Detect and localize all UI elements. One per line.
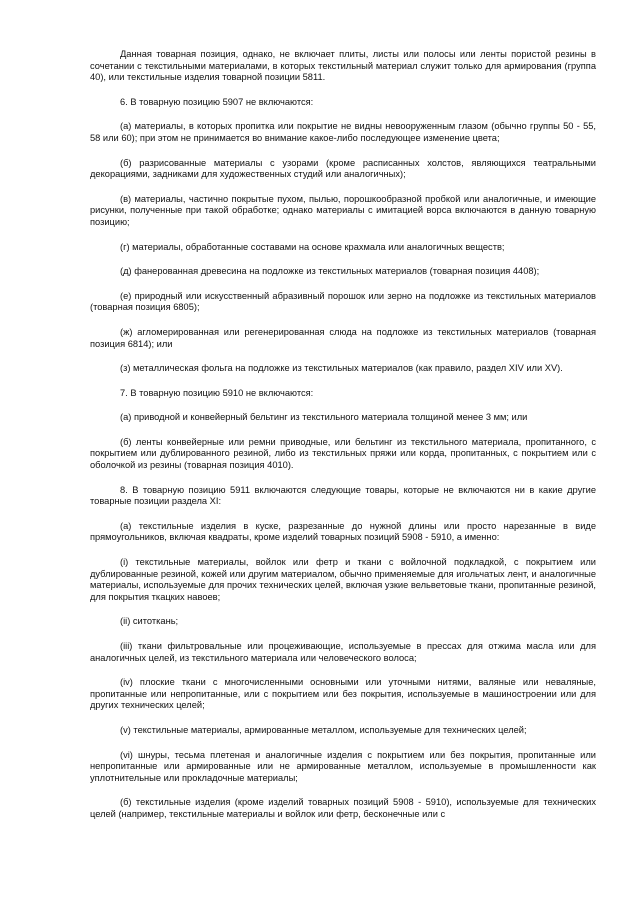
- note-6-item-c: (в) материалы, частично покрытые пухом, пылью, порошкообразной пробкой или аналогичные, и имеющие рисунки, полученные при такой обработке; однако материалы с имитацией ворса включаются в данную товарную позицию;: [90, 193, 596, 227]
- note-6-item-e: (д) фанерованная древесина на подложке из текстильных материалов (товарная позиция 4408);: [120, 266, 540, 277]
- note-7-item-b: (б) ленты конвейерные или ремни приводные, или бельтинг из текстильного материала, пропитанного, с покрытием или дублированного резиной, либо из текстильных пряжи или корда, пропитанных, с покрытием или с оболочкой из резины (товарная позиция 4010).: [90, 436, 596, 471]
- note-6-heading: 6. В товарную позицию 5907 не включаются:: [120, 96, 314, 107]
- note-8-subitem-vi: (vi) шнуры, тесьма плетеная и аналогичные изделия с покрытием или без покрытия, пропитанные или непропитанные или армированные или не армированные металлом, используемые в промышленности как уплотнительные или прокладочные материалы;: [90, 749, 596, 783]
- note-6-item-b: (б) разрисованные материалы с узорами (кроме расписанных холстов, являющихся театральными декорациями, задниками для художественных студий или аналогичных);: [90, 157, 596, 180]
- note-8-item-a: (а) текстильные изделия в куске, разрезанные до нужной длины или просто нарезанные в виде прямоугольников, включая квадраты, кроме изделий товарных позиций 5908 - 5910, а именно:: [90, 520, 596, 543]
- note-7-heading: 7. В товарную позицию 5910 не включаются:: [120, 387, 314, 398]
- note-8-subitem-i: (i) текстильные материалы, войлок или фетр и ткани с войлочной подкладкой, с покрытием или дублированные резиной, кожей или другим материалом, обычно применяемые для игольчатых лент, и аналогичные материалы, используемые для прочих технических целей, включая узкие вельветовые ткани, пропитанные резиной, для покрытия ткацких навоев;: [90, 557, 596, 602]
- note-6-item-f: (е) природный или искусственный абразивный порошок или зерно на подложке из текстильных материалов (товарная позиция 6805);: [90, 290, 596, 313]
- note-8-subitem-v: (v) текстильные материалы, армированные металлом, используемые для технических целей;: [120, 724, 527, 735]
- note-8-subitem-ii: (ii) ситоткань;: [120, 616, 179, 627]
- paragraph-intro: Данная товарная позиция, однако, не включает плиты, листы или полосы или ленты пористой резины в сочетании с текстильными материалами, в которых текстильный материал служит только для армирования (группа 40), или текстильные изделия товарной позиции 5811.: [90, 49, 596, 83]
- note-6-item-a: (а) материалы, в которых пропитка или покрытие не видны невооруженным глазом (обычно группы 50 - 55, 58 или 60); при этом не принимается во внимание какое-либо последующее изменение цвета;: [90, 121, 596, 143]
- note-6-item-g: (ж) агломерированная или регенерированная слюда на подложке из текстильных материалов (товарная позиция 6814); или: [90, 326, 596, 349]
- note-7-item-a: (а) приводной и конвейерный бельтинг из текстильного материала толщиной менее 3 мм; или: [120, 412, 528, 423]
- note-8-item-b: (б) текстильные изделия (кроме изделий товарных позиций 5908 - 5910), используемые для технических целей (например, текстильные материалы и войлок или фетр, бесконечные или с: [90, 797, 596, 819]
- note-6-item-h: (з) металлическая фольга на подложке из текстильных материалов (как правило, раздел XIV или XV).: [120, 363, 563, 374]
- note-8-subitem-iv: (iv) плоские ткани с многочисленными основными или уточными нитями, валяные или неваляные, пропитанные или непропитанные, или с покрытием или без покрытия, используемые в машиностроении или для других технических целей;: [90, 677, 596, 711]
- note-6-item-d: (г) материалы, обработанные составами на основе крахмала или аналогичных веществ;: [120, 241, 505, 252]
- note-8-heading: 8. В товарную позицию 5911 включаются следующие товары, которые не включаются ни в какие другие товарные позиции раздела XI:: [90, 484, 596, 507]
- note-8-subitem-iii: (iii) ткани фильтровальные или процеживающие, используемые в прессах для отжима масла или для аналогичных целей, из текстильного материала или человеческого волоса;: [90, 641, 596, 663]
